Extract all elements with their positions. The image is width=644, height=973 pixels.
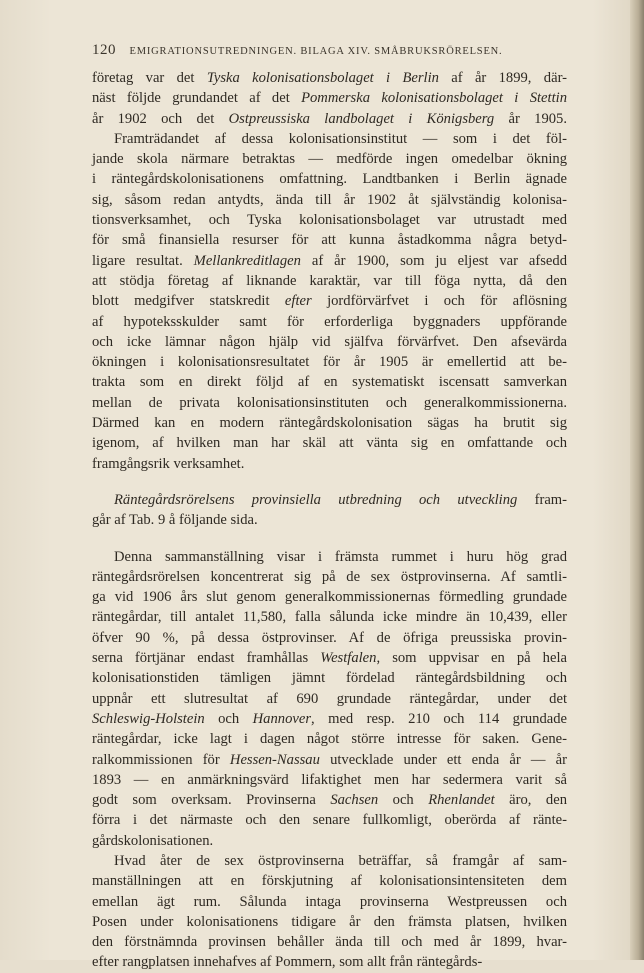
italic-text: Pommerska kolonisationsbolaget i Stettin <box>301 90 567 107</box>
text-run: af år 1899, där- <box>438 70 567 86</box>
italic-text: Mellankreditlagen <box>193 252 301 269</box>
text-line <box>92 770 567 790</box>
text-run: sig, såsom redan antydts, ända till år 1902 åt självständig kolonisa- <box>92 191 567 208</box>
text-line <box>92 932 567 952</box>
italic-text: Hessen-Nassau <box>229 751 320 768</box>
text-line <box>92 810 567 830</box>
text-run: öfver 90 %, på dessa östprovinser. Af de öfriga preussiska provin- <box>92 629 567 646</box>
text-line <box>92 510 567 530</box>
text-run: serna förtjänar endast framhållas <box>92 650 321 667</box>
text-run: fram- <box>517 491 568 508</box>
text-run: år 1905. <box>494 110 567 127</box>
text-run: företag var det <box>92 70 207 86</box>
text-run: ligare resultat. <box>92 252 194 269</box>
text-run: i räntegårdskolonisationens omfattning. Landtbanken i Berlin ägnade <box>92 171 567 188</box>
text-run: för små finansiella resurser för att kunna åstadkomma några betyd- <box>92 232 567 249</box>
italic-text: Ostpreussiska landbolaget i Königsberg <box>228 110 495 127</box>
italic-text: Hannover <box>252 710 312 727</box>
text-line <box>92 149 567 169</box>
text-run: manställningen att en förskjutning af kolonisationsintensiteten dem <box>92 873 567 890</box>
text-run: räntegårdar, till antalet 11,580, falla sålunda icke mindre än 10,439, eller <box>92 609 567 626</box>
text-line <box>92 490 567 510</box>
text-line <box>92 190 567 210</box>
text-run: Posen under kolonisationens tidigare år den främsta platsen, hvilken <box>92 913 567 930</box>
text-line <box>92 413 567 433</box>
text-line <box>92 750 567 770</box>
page-number: 120 <box>92 42 116 58</box>
text-line <box>92 729 567 749</box>
text-run: ralkommissionen för <box>92 751 230 768</box>
text-run: ga vid 1906 års slut genom generalkommissionernas förmedling grundade <box>92 589 567 606</box>
text-line <box>92 230 567 250</box>
text-run: igenom, af hvilken man har skäl att vänta sig en omfattande och <box>92 435 567 452</box>
text-run: Denna sammanställning visar i främsta rummet i huru hög grad <box>114 548 567 565</box>
text-line <box>92 851 567 871</box>
text-line <box>92 352 567 372</box>
text-line <box>92 251 567 271</box>
italic-text: Westfalen <box>320 650 377 667</box>
text-run: och <box>204 710 253 727</box>
italic-text: Sachsen <box>330 792 379 809</box>
text-run: går af Tab. 9 å följande sida. <box>92 512 258 529</box>
text-line <box>92 689 567 709</box>
text-line <box>92 587 567 607</box>
text-run: år 1902 och det <box>92 110 229 127</box>
text-line <box>92 393 567 413</box>
text-run: mellan de privata kolonisationsinstituten och generalkommissionerna. <box>92 394 567 411</box>
text-run: gårdskolonisationen. <box>92 832 214 849</box>
text-run: den förstnämnda provinsen behåller ända till och med år 1899, hvar- <box>92 934 567 951</box>
text-run: emellan ägt rum. Sålunda intaga provinserna Westpreussen och <box>92 893 567 910</box>
text-run: jordförvärfvet i och för aflösning <box>311 293 567 310</box>
text-line <box>92 607 567 627</box>
text-line <box>92 109 567 129</box>
text-line <box>92 271 567 291</box>
text-run: Hvad åter de sex östprovinserna beträffar, så framgår af sam- <box>114 852 567 869</box>
text-run: framgångsrik verksamhet. <box>92 455 245 472</box>
text-run: tionsverksamhet, och Tyska kolonisationsbolaget var utrustadt med <box>92 212 567 229</box>
italic-text: Räntegårdsrörelsens provinsiella utbredning och utveckling <box>114 491 518 508</box>
text-line <box>92 871 567 891</box>
text-line <box>92 312 567 332</box>
text-run: näst följde grundandet af det <box>92 90 302 107</box>
page-header <box>92 42 562 59</box>
text-run: 1893 — en anmärkningsvärd lifaktighet men har sedermera varit så <box>92 771 567 788</box>
text-run: utvecklade under ett enda år — år <box>319 751 567 768</box>
text-run: af år 1900, som ju eljest var afsedd <box>300 252 567 269</box>
text-line <box>92 952 567 972</box>
text-line <box>92 332 567 352</box>
text-line <box>92 567 567 587</box>
text-line <box>92 433 567 453</box>
text-run: kolonisationstiden tämligen jämnt fördelad räntegårdsbildning och <box>92 670 567 687</box>
text-line <box>92 169 567 189</box>
text-line <box>92 648 567 668</box>
text-line <box>92 129 567 149</box>
text-line <box>92 68 567 88</box>
text-line <box>92 547 567 567</box>
text-run: jande skola närmare betraktas — medförde ingen omedelbar ökning <box>92 151 567 168</box>
text-run: räntegårdar, icke lagt i dagen något större intresse för saken. Gene- <box>92 731 567 748</box>
italic-text: Schleswig-Holstein <box>92 710 205 727</box>
text-run: att stödja företag af liknande karaktär, var till föga nytta, då den <box>92 272 567 289</box>
text-run: räntegårdsrörelsen koncentrerat sig på de sex östprovinserna. Af samtli- <box>92 568 567 585</box>
text-line <box>92 372 567 392</box>
text-run: och icke lämnar någon hjälp vid själfva förvärfvet. Den afsevärda <box>92 333 567 350</box>
text-run: och <box>378 792 429 809</box>
body-text <box>92 68 567 973</box>
text-line <box>92 668 567 688</box>
text-run: äro, den <box>494 792 567 809</box>
text-run: ökningen i kolonisationsresultatet för år 1905 är emellertid att be- <box>92 354 567 371</box>
text-run: af hypoteksskulder samt för erforderliga byggnaders uppförande <box>92 313 567 330</box>
text-line <box>92 892 567 912</box>
text-run: blott medgifver statskredit <box>92 293 285 310</box>
italic-text: Rhenlandet <box>428 792 495 809</box>
text-run: , som uppvisar en på hela <box>376 650 567 667</box>
text-line <box>92 709 567 729</box>
text-run: trakta som en direkt följd af en systematiskt iscensatt samverkan <box>92 374 567 391</box>
italic-text: Tyska kolonisationsbolaget i Berlin <box>206 70 439 86</box>
running-head: EMIGRATIONSUTREDNINGEN. BILAGA XIV. SMÅBRUKSRÖRELSEN. <box>129 46 503 57</box>
text-run: godt som overksam. Provinserna <box>92 792 331 809</box>
text-run: Därmed kan en modern räntegårdskolonisation sägas ha brutit sig <box>92 415 567 432</box>
text-run: uppnår ett slutresultat af 690 grundade räntegårdar, under det <box>92 690 567 707</box>
text-run: , med resp. 210 och 114 grundade <box>311 710 567 727</box>
text-line <box>92 912 567 932</box>
italic-text: efter <box>284 293 312 310</box>
text-run: efter rangplatsen innehafves af Pommern, som allt från räntegårds- <box>92 954 483 971</box>
text-line <box>92 88 567 108</box>
text-line <box>92 210 567 230</box>
text-line <box>92 628 567 648</box>
text-run: Framträdandet af dessa kolonisationsinstitut — som i det föl- <box>114 130 567 147</box>
text-line <box>92 291 567 311</box>
text-line <box>92 790 567 810</box>
page-spine-shadow <box>630 0 644 960</box>
text-line <box>92 831 567 851</box>
text-line <box>92 454 567 474</box>
text-run: förra i det närmaste och den senare fullkomligt, oberörda af ränte- <box>92 812 567 829</box>
